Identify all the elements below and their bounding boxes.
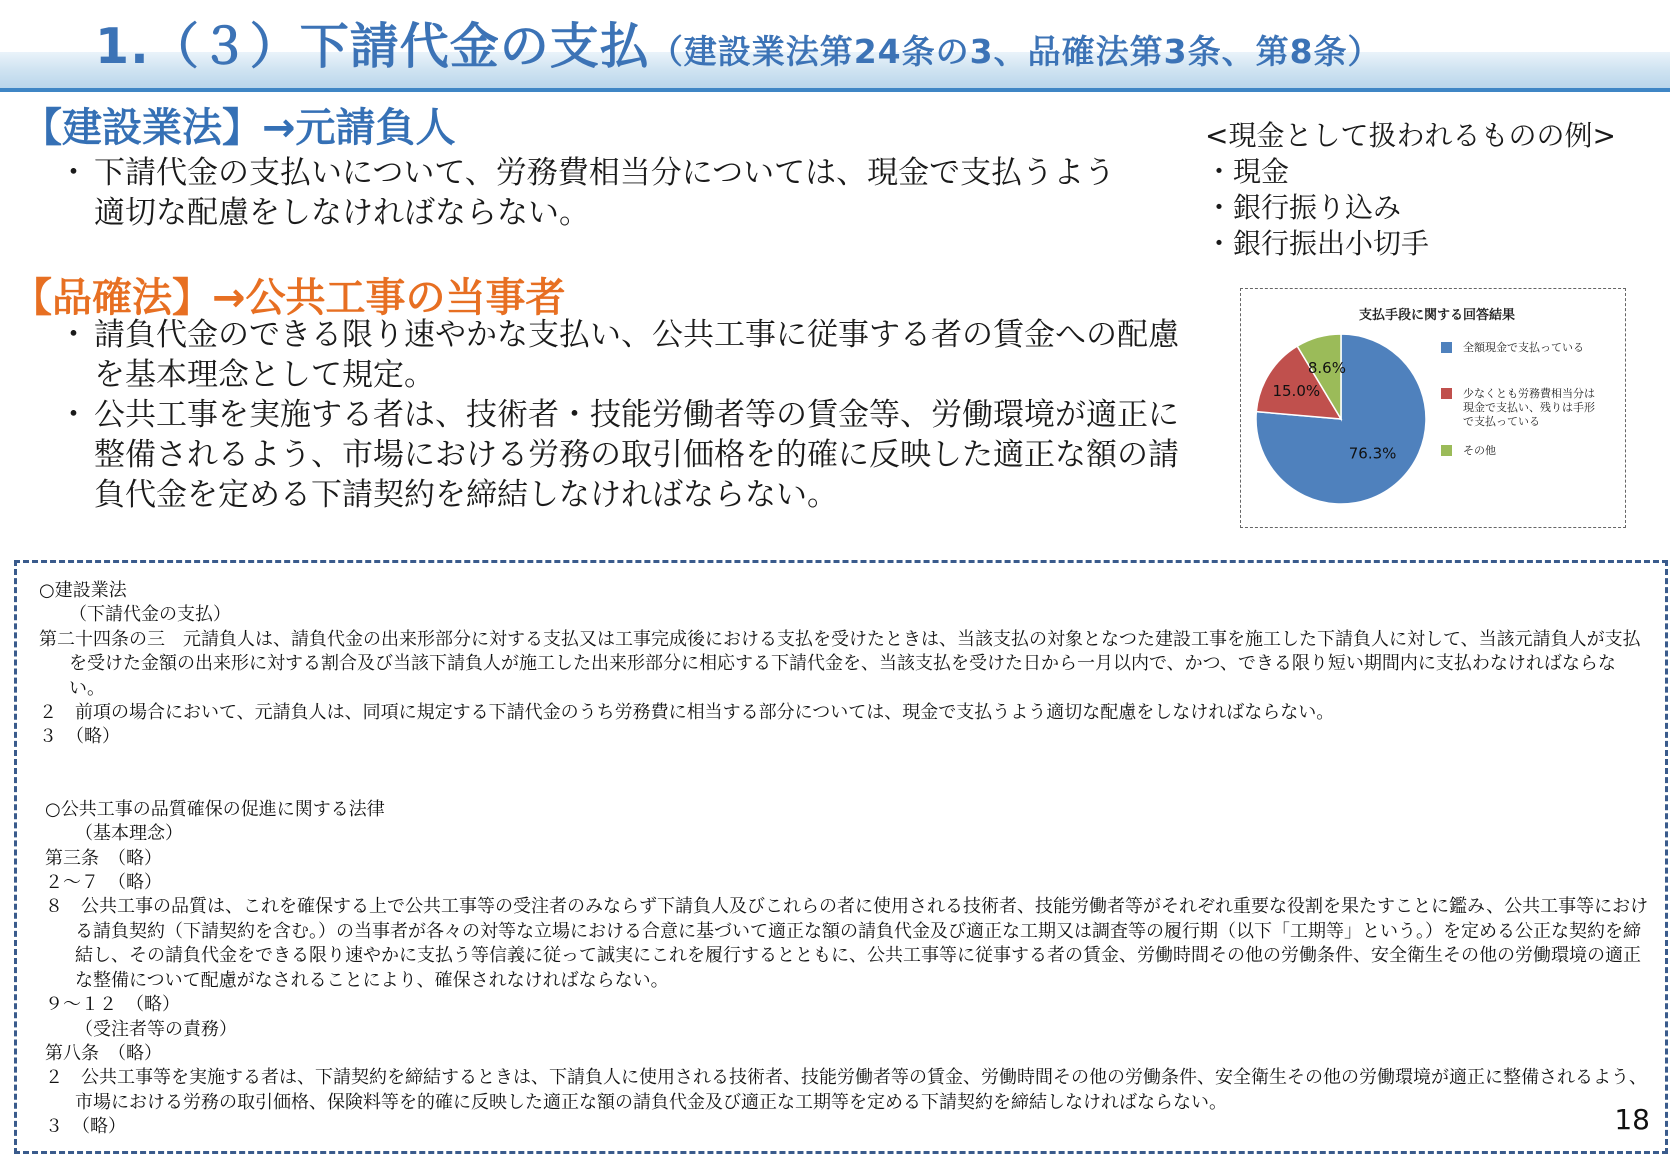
cash-examples-list bbox=[1205, 154, 1616, 262]
section-heading-kensetsu: 【建設業法】→元請負人 bbox=[22, 105, 456, 151]
spacer bbox=[39, 750, 1649, 798]
bullet-item: ・ 請負代金のできる限り速やかな支払い、公共工事に従事する者の賃金への配慮を基本理念として規定。 bbox=[72, 315, 1192, 395]
law-caption: （下請代金の支払） bbox=[69, 604, 231, 626]
cash-example-item: ・ 現金 bbox=[1205, 154, 1616, 190]
title-underline bbox=[0, 88, 1670, 92]
law-article: ３ （略） bbox=[45, 1116, 126, 1138]
law-caption: （基本理念） bbox=[75, 823, 183, 845]
cash-examples-title: <現金として扱われるものの例> bbox=[1205, 119, 1616, 152]
slide-title bbox=[95, 8, 1382, 78]
law-excerpt-box bbox=[14, 560, 1668, 1154]
slide-title-main: 1.（３）下請代金の支払 bbox=[95, 18, 650, 75]
legend-swatch bbox=[1441, 388, 1452, 399]
pie-slice-label: 8.6% bbox=[1307, 359, 1346, 378]
legend-swatch bbox=[1441, 342, 1452, 353]
cash-example-item: ・ 銀行振出小切手 bbox=[1205, 226, 1616, 262]
legend-label: 少なくとも労務費相当分は現金で支払い、残りは手形で支払っている bbox=[1463, 387, 1595, 428]
section-heading-hinkaku: 【品確法】→公共工事の当事者 bbox=[12, 275, 566, 321]
chart-title: 支払手段に関する回答結果 bbox=[1358, 308, 1516, 323]
law-article: 第八条 （略） bbox=[45, 1042, 162, 1064]
legend-label: 全額現金で支払っている bbox=[1463, 341, 1584, 354]
law-article: ３ （略） bbox=[39, 726, 120, 748]
pie-slice-label: 15.0% bbox=[1272, 382, 1321, 401]
bullet-item: ・ 公共工事を実施する者は、技術者・技能労働者等の賃金等、労働環境が適正に整備されるよう、市場における労務の取引価格を的確に反映した適正な額の請負代金を定める下請契約を締結しなければならない。 bbox=[72, 395, 1192, 515]
law-article: ２ 前項の場合において、元請負人は、同項に規定する下請代金のうち労務費に相当する部分については、現金で支払うよう適切な配慮をしなければならない。 bbox=[39, 702, 1335, 724]
law-excerpt-text bbox=[39, 579, 1649, 1140]
chart-legend bbox=[1441, 340, 1595, 457]
pie-slice-label: 76.3% bbox=[1348, 444, 1397, 463]
law-article: ２ 公共工事等を実施する者は、下請契約を締結するときは、下請負人に使用される技術者、技能労働者等の賃金、労働時間その他の労働条件、安全衛生その他の労働環境が適正に整備されるよう、市場における労務の取引価格、保険料等を的確に反映した適正な額の請負代金及び適正な工期等を定める下請契約を締結しなければならない。 bbox=[45, 1067, 1647, 1113]
cash-examples bbox=[1205, 118, 1616, 262]
law-article: ９～１２ （略） bbox=[45, 994, 180, 1016]
page-number: 18 bbox=[1614, 1103, 1650, 1136]
pie-chart-svg bbox=[1241, 289, 1624, 526]
law-heading-kensetsu: ○建設業法 bbox=[39, 580, 127, 601]
law-heading-hinkaku: ○公共工事の品質確保の促進に関する法律 bbox=[45, 798, 385, 820]
bullet-item: ・ 下請代金の支払いについて、労務費相当分については、現金で支払うよう適切な配慮をしなければならない。 bbox=[72, 153, 1122, 233]
cash-example-item: ・ 銀行振り込み bbox=[1205, 190, 1616, 226]
law-article: ８ 公共工事の品質は、これを確保する上で公共工事等の受注者のみならず下請負人及びこれらの者に使用される技術者、技能労働者等がそれぞれ重要な役割を果たすことに鑑み、公共工事等における請負契約（下請契約を含む。）の当事者が各々の対等な立場における合意に基づいて適正な額の請負代金及び適正な工期又は調査等の履行期（以下「工期等」という。）を定める公正な契約を締結し、その請負代金をできる限り速やかに支払う等信義に従って誠実にこれを履行するとともに、公共工事等に従事する者の賃金、労働時間その他の労働条件、安全衛生その他の労働環境の適正な整備について配慮がなされることにより、確保されなければならない。 bbox=[45, 896, 1649, 991]
slide-title-sub: （建設業法第24条の3、品確法第3条、第8条） bbox=[649, 32, 1382, 71]
law-article: 第三条 （略） bbox=[45, 847, 162, 869]
payment-method-pie-chart bbox=[1240, 288, 1626, 528]
legend-swatch bbox=[1441, 445, 1452, 456]
section-bullets-kensetsu bbox=[72, 153, 1122, 233]
law-article: 第二十四条の三 元請負人は、請負代金の出来形部分に対する支払又は工事完成後における支払を受けたときは、当該支払の対象となつた建設工事を施工した下請負人に対して、当該元請負人が支払を受けた金額の出来形に対する割合及び当該下請負人が施工した出来形部分に相応する下請代金を、当該支払を受けた日から一月以内で、かつ、できる限り短い期間内に支払わなければならない。 bbox=[39, 628, 1641, 699]
law-article: ２～７ （略） bbox=[45, 872, 162, 894]
section-bullets-hinkaku bbox=[72, 315, 1192, 515]
legend-label: その他 bbox=[1463, 444, 1496, 457]
law-caption: （受注者等の責務） bbox=[75, 1018, 237, 1040]
